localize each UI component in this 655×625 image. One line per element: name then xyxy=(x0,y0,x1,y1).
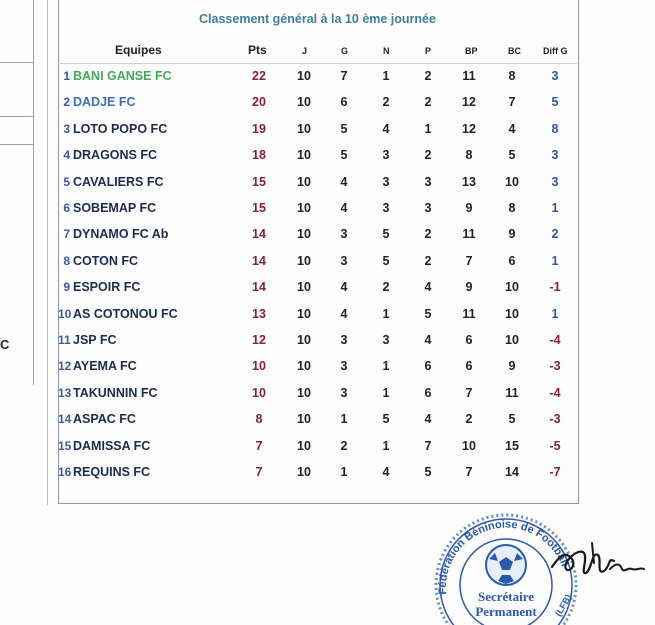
goal-diff-cell: -5 xyxy=(549,438,561,453)
n-cell: 1 xyxy=(382,69,390,83)
g-cell: 4 xyxy=(340,306,348,321)
g-cell: 4 xyxy=(340,174,348,189)
team-cell: REQUINS FC xyxy=(73,465,151,479)
table-row xyxy=(58,195,577,221)
bc-cell: 10 xyxy=(505,280,519,295)
g-cell: 3 xyxy=(340,253,348,268)
header-bp: BP xyxy=(465,46,478,56)
points-cell: 14 xyxy=(252,253,266,268)
g-cell: 3 xyxy=(340,333,348,347)
team-cell: BANI GANSE FC xyxy=(73,69,172,83)
n-cell: 1 xyxy=(382,385,390,400)
stamp-line-2: Permanent xyxy=(475,604,537,619)
bp-cell: 9 xyxy=(465,201,473,215)
g-cell: 7 xyxy=(340,69,348,83)
bp-cell: 7 xyxy=(465,253,473,268)
bc-cell: 8 xyxy=(508,69,516,83)
rank-cell: 13 xyxy=(58,385,72,400)
n-cell: 3 xyxy=(382,333,390,347)
goal-diff-cell: 5 xyxy=(551,95,559,110)
g-cell: 3 xyxy=(340,359,348,374)
points-cell: 19 xyxy=(252,121,266,136)
left-table-fragment xyxy=(0,0,34,385)
column-divider xyxy=(47,0,48,505)
rank-cell: 8 xyxy=(63,253,70,268)
bp-cell: 12 xyxy=(462,95,476,110)
table-row xyxy=(58,116,577,142)
header-j: J xyxy=(302,46,308,56)
j-cell: 10 xyxy=(297,227,311,242)
goal-diff-cell: 1 xyxy=(551,253,559,268)
left-divider xyxy=(0,62,33,63)
goal-diff-cell: 2 xyxy=(551,227,559,242)
bp-cell: 8 xyxy=(465,148,473,163)
bp-cell: 11 xyxy=(462,69,476,83)
n-cell: 4 xyxy=(382,121,390,136)
points-cell: 8 xyxy=(255,412,263,427)
g-cell: 2 xyxy=(340,438,348,453)
points-cell: 15 xyxy=(252,201,266,215)
table-row xyxy=(58,248,577,274)
j-cell: 10 xyxy=(297,201,311,215)
bp-cell: 13 xyxy=(462,174,476,189)
team-cell: DADJE FC xyxy=(73,95,136,110)
g-cell: 3 xyxy=(340,385,348,400)
g-cell: 5 xyxy=(340,148,348,163)
goal-diff-cell: -3 xyxy=(549,359,561,374)
j-cell: 10 xyxy=(297,306,311,321)
points-cell: 12 xyxy=(252,333,266,347)
n-cell: 3 xyxy=(382,201,390,215)
points-cell: 14 xyxy=(252,280,266,295)
bc-cell: 11 xyxy=(505,385,519,400)
n-cell: 2 xyxy=(382,95,390,110)
team-cell: COTON FC xyxy=(73,253,139,268)
g-cell: 4 xyxy=(340,280,348,295)
team-cell: AS COTONOU FC xyxy=(73,306,178,321)
j-cell: 10 xyxy=(297,280,311,295)
points-cell: 7 xyxy=(255,465,263,479)
points-cell: 10 xyxy=(252,359,266,374)
p-cell: 4 xyxy=(424,412,432,427)
g-cell: 5 xyxy=(340,121,348,136)
bp-cell: 11 xyxy=(462,227,476,242)
stamp-abbr: (LFB) xyxy=(553,592,574,618)
p-cell: 2 xyxy=(424,227,432,242)
j-cell: 10 xyxy=(297,69,311,83)
j-cell: 10 xyxy=(297,148,311,163)
left-fragment-text: C xyxy=(0,337,10,352)
bc-cell: 5 xyxy=(508,412,516,427)
table-row xyxy=(58,380,577,406)
table-row xyxy=(58,142,577,168)
bc-cell: 8 xyxy=(508,201,516,215)
table-row xyxy=(58,301,577,327)
j-cell: 10 xyxy=(297,174,311,189)
stamp-ring-text: Fédération Béninoise de Football xyxy=(436,518,571,595)
goal-diff-cell: -4 xyxy=(549,385,561,400)
n-cell: 5 xyxy=(382,253,390,268)
bc-cell: 6 xyxy=(508,253,516,268)
n-cell: 1 xyxy=(382,306,390,321)
bp-cell: 7 xyxy=(465,385,473,400)
goal-diff-cell: -3 xyxy=(549,412,561,427)
j-cell: 10 xyxy=(297,253,311,268)
team-cell: DYNAMO FC Ab xyxy=(73,227,169,242)
table-row xyxy=(58,459,577,485)
g-cell: 4 xyxy=(340,201,348,215)
g-cell: 3 xyxy=(340,227,348,242)
p-cell: 2 xyxy=(424,69,432,83)
j-cell: 10 xyxy=(297,465,311,479)
n-cell: 3 xyxy=(382,174,390,189)
p-cell: 5 xyxy=(424,465,432,479)
p-cell: 4 xyxy=(424,280,432,295)
goal-diff-cell: 3 xyxy=(551,148,559,163)
header-bc: BC xyxy=(508,46,521,56)
points-cell: 14 xyxy=(252,227,266,242)
p-cell: 2 xyxy=(424,148,432,163)
rank-cell: 1 xyxy=(63,69,70,83)
rank-cell: 12 xyxy=(58,359,72,374)
left-divider xyxy=(0,116,33,117)
p-cell: 2 xyxy=(424,95,432,110)
p-cell: 6 xyxy=(424,359,432,374)
team-cell: LOTO POPO FC xyxy=(73,121,168,136)
n-cell: 3 xyxy=(382,148,390,163)
rank-cell: 15 xyxy=(58,438,72,453)
p-cell: 2 xyxy=(424,253,432,268)
bp-cell: 12 xyxy=(462,121,476,136)
n-cell: 1 xyxy=(382,359,390,374)
rank-cell: 3 xyxy=(63,121,70,136)
table-row xyxy=(58,63,577,89)
bp-cell: 2 xyxy=(465,412,473,427)
bc-cell: 5 xyxy=(508,148,516,163)
rank-cell: 10 xyxy=(58,306,72,321)
header-g: G xyxy=(341,46,349,56)
j-cell: 10 xyxy=(297,438,311,453)
bc-cell: 10 xyxy=(505,306,519,321)
rank-cell: 9 xyxy=(63,280,70,295)
j-cell: 10 xyxy=(297,95,311,110)
table-row xyxy=(58,169,577,195)
goal-diff-cell: 1 xyxy=(551,306,559,321)
p-cell: 1 xyxy=(424,121,432,136)
goal-diff-cell: 3 xyxy=(551,174,559,189)
points-cell: 18 xyxy=(252,148,266,163)
bc-cell: 14 xyxy=(505,465,519,479)
j-cell: 10 xyxy=(297,385,311,400)
j-cell: 10 xyxy=(297,412,311,427)
team-cell: JSP FC xyxy=(73,333,117,347)
header-team: Equipes xyxy=(115,43,162,57)
rank-cell: 6 xyxy=(63,201,70,215)
points-cell: 10 xyxy=(252,385,266,400)
p-cell: 4 xyxy=(424,333,432,347)
points-cell: 20 xyxy=(252,95,266,110)
points-cell: 22 xyxy=(252,69,266,83)
bp-cell: 6 xyxy=(465,359,473,374)
team-cell: AYEMA FC xyxy=(73,359,137,374)
goal-diff-cell: 8 xyxy=(551,121,559,136)
j-cell: 10 xyxy=(297,359,311,374)
bp-cell: 7 xyxy=(465,465,473,479)
g-cell: 1 xyxy=(340,465,348,479)
table-row xyxy=(58,353,577,379)
j-cell: 10 xyxy=(297,121,311,136)
team-cell: SOBEMAP FC xyxy=(73,201,157,215)
n-cell: 5 xyxy=(382,227,390,242)
goal-diff-cell: -1 xyxy=(549,280,561,295)
bc-cell: 15 xyxy=(505,438,519,453)
table-row xyxy=(58,433,577,459)
bc-cell: 10 xyxy=(505,333,519,347)
p-cell: 3 xyxy=(424,201,432,215)
j-cell: 10 xyxy=(297,333,311,347)
rank-cell: 4 xyxy=(63,148,70,163)
team-cell: ESPOIR FC xyxy=(73,280,141,295)
table-row xyxy=(58,89,577,115)
p-cell: 3 xyxy=(424,174,432,189)
team-cell: TAKUNNIN FC xyxy=(73,385,158,400)
rank-cell: 16 xyxy=(58,465,72,479)
left-divider xyxy=(0,144,33,145)
bp-cell: 11 xyxy=(462,306,476,321)
p-cell: 7 xyxy=(424,438,432,453)
table-row xyxy=(58,327,577,353)
handwritten-signature xyxy=(548,533,648,593)
n-cell: 4 xyxy=(382,465,390,479)
bc-cell: 9 xyxy=(508,227,516,242)
bp-cell: 10 xyxy=(462,438,476,453)
g-cell: 6 xyxy=(340,95,348,110)
rank-cell: 5 xyxy=(63,174,70,189)
n-cell: 1 xyxy=(382,438,390,453)
header-n: N xyxy=(383,46,390,56)
stamp-line-1: Secrétaire xyxy=(477,589,535,604)
rank-cell: 14 xyxy=(58,412,72,427)
header-diff: Diff G xyxy=(543,46,568,56)
points-cell: 15 xyxy=(252,174,266,189)
rank-cell: 7 xyxy=(63,227,70,242)
table-title: Classement général à la 10 ème journée xyxy=(199,12,436,26)
bc-cell: 4 xyxy=(508,121,516,136)
soccer-ball-icon xyxy=(486,545,526,585)
header-pts: Pts xyxy=(248,43,267,57)
n-cell: 5 xyxy=(382,412,390,427)
g-cell: 1 xyxy=(340,412,348,427)
p-cell: 5 xyxy=(424,306,432,321)
rank-cell: 2 xyxy=(63,95,70,110)
table-row xyxy=(58,221,577,247)
goal-diff-cell: 1 xyxy=(551,201,559,215)
goal-diff-cell: -7 xyxy=(549,465,561,479)
bc-cell: 10 xyxy=(505,174,519,189)
team-cell: DRAGONS FC xyxy=(73,148,158,163)
bc-cell: 9 xyxy=(508,359,516,374)
rank-cell: 11 xyxy=(58,333,71,347)
bp-cell: 9 xyxy=(465,280,473,295)
points-cell: 7 xyxy=(255,438,263,453)
table-row xyxy=(58,406,577,432)
n-cell: 2 xyxy=(382,280,390,295)
goal-diff-cell: 3 xyxy=(551,69,559,83)
p-cell: 6 xyxy=(424,385,432,400)
header-p: P xyxy=(425,46,432,56)
team-cell: DAMISSA FC xyxy=(73,438,151,453)
team-cell: CAVALIERS FC xyxy=(73,174,164,189)
points-cell: 13 xyxy=(252,306,266,321)
table-row xyxy=(58,274,577,300)
team-cell: ASPAC FC xyxy=(73,412,136,427)
goal-diff-cell: -4 xyxy=(549,333,561,347)
bp-cell: 6 xyxy=(465,333,473,347)
bc-cell: 7 xyxy=(508,95,516,110)
